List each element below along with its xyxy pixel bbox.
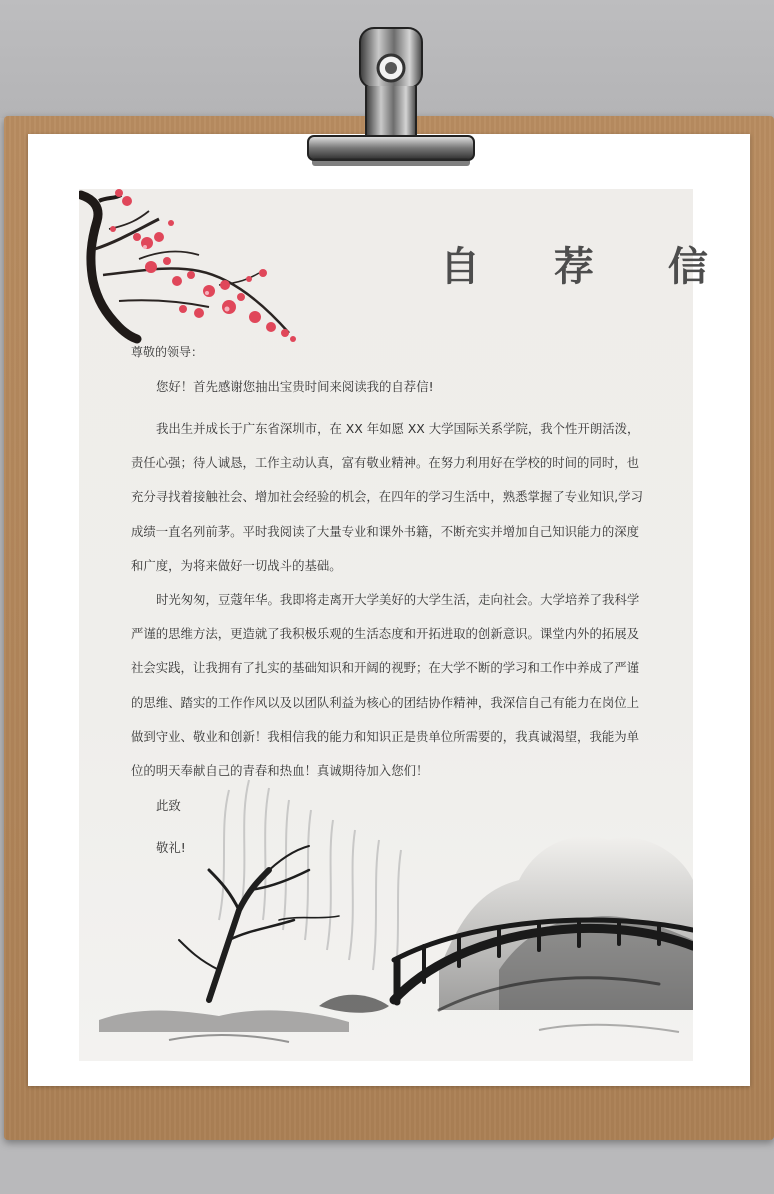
binder-clip-icon (300, 24, 480, 174)
body-paragraph-2: 时光匆匆，豆蔻年华。我即将走离开大学美好的大学生活，走向社会。大学培养了我科学严谨的思维方法，更造就了我积极乐观的生活态度和开拓进取的创新意识。课堂内外的拓展及社会实践，让我拥有了扎实的基础知识和开阔的视野；在大学不断的学习和工作中养成了严谨的思维、踏实的工作作风以及以团队利益为核心的团结协作精神，我深信自己有能力在岗位上做到守业、敬业和创新！我相信我的能力和知识正是贵单位所需要的，我真诚渴望，我能为单位的明天奉献自己的青春和热血！真诚期待加入您们！ (131, 592, 640, 779)
closing-line-2: 敬礼! (156, 840, 186, 855)
letter-title: 自 荐 信 (440, 244, 738, 290)
closing-line-1: 此致 (156, 798, 181, 813)
ink-landscape-bridge-icon (79, 770, 693, 1064)
salutation-text: 尊敬的领导： (131, 345, 204, 359)
greeting-paragraph: 您好！首先感谢您抽出宝贵时间来阅读我的自荐信! (156, 379, 434, 394)
plum-blossom-branch-icon (79, 189, 309, 353)
body-paragraph-1: 我出生并成长于广东省深圳市，在 XX 年如愿 XX 大学国际关系学院，我个性开朗活泼，责任心强；待人诚恳，工作主动认真，富有敬业精神。在努力利用好在学校的时间的同时，也充分寻找着接触社会、增加社会经验的机会，在四年的学习生活中，熟悉掌握了专业知识,学习成绩一直名列前茅。平时我阅读了大量专业和课外书籍，不断充实并增加自己知识能力的深度和广度，为将来做好一切战斗的基础。 (131, 421, 643, 573)
